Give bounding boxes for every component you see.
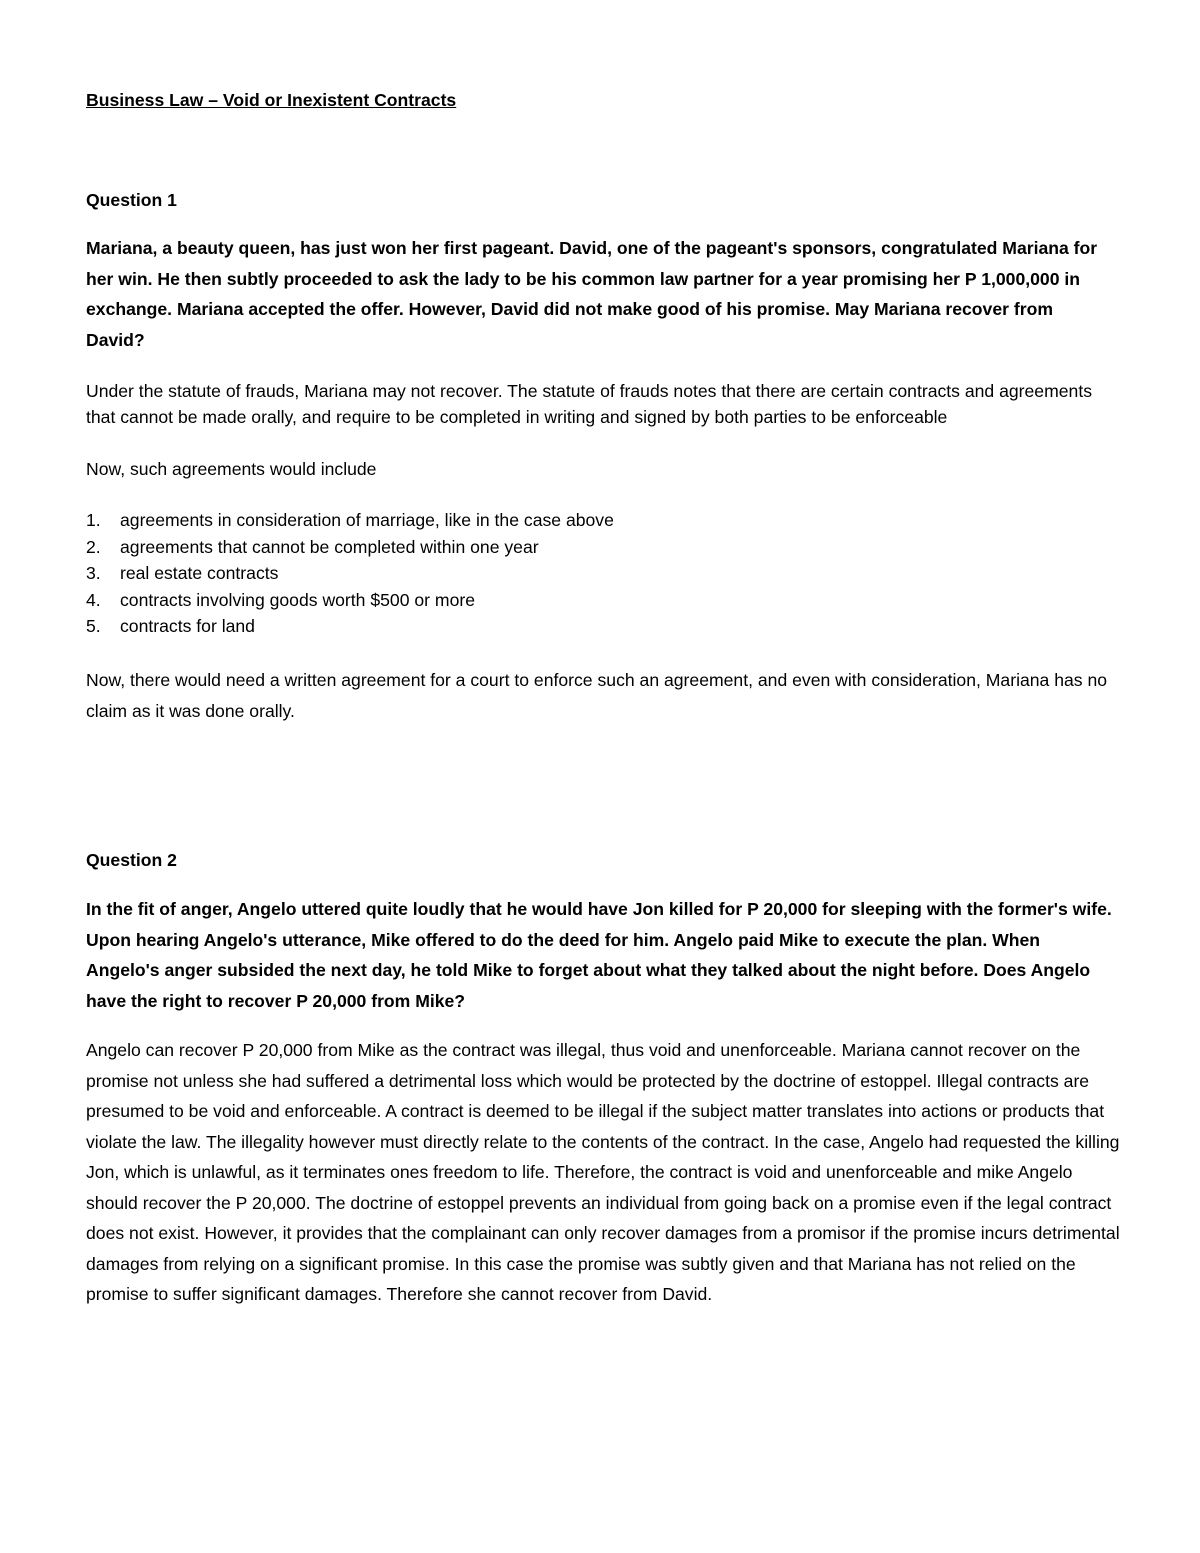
list-item-text: agreements that cannot be completed within one year — [120, 536, 539, 557]
list-item — [86, 560, 614, 587]
question-1-answer-lead: Now, such agreements would include — [86, 459, 377, 479]
question-1-text: Mariana, a beauty queen, has just won her first pageant. David, one of the pageant's sponsors, congratulated Mariana for her win. He then subtly proceeded to ask the lady to be his common law partner for a year promising her P 1,000,000 in exchange. Mariana accepted the offer. However, David did not make good of his promise. May Mariana recover from David? — [86, 238, 1098, 350]
question-2-heading: Question 2 — [86, 850, 177, 870]
question-1-conclusion: Now, there would need a written agreement for a court to enforce such an agreement, and even with consideration, Mariana has no claim as it was done orally. — [86, 670, 1108, 721]
list-item-number: 2. — [86, 536, 101, 557]
list-item-text: contracts involving goods worth $500 or more — [120, 589, 475, 610]
question-2-answer: Angelo can recover P 20,000 from Mike as the contract was illegal, thus void and unenforceable. Mariana cannot recover on the promise not unless she had suffered a detrimental loss which would be protected by the doctrine of estoppel. Illegal contracts are presumed to be void and enforceable. A contract is deemed to be illegal if the subject matter translates into actions or products that violate the law. The illegality however must directly relate to the contents of the contract. In the case, Angelo had requested the killing Jon, which is unlawful, as it terminates ones freedom to life. Therefore, the contract is void and unenforceable and mike Angelo should recover the P 20,000. The doctrine of estoppel prevents an individual from going back on a promise even if the legal contract does not exist. However, it provides that the complainant can only recover damages from a promisor if the promise incurs detrimental damages from relying on a significant promise. In this case the promise was subtly given and that Mariana has not relied on the promise to suffer significant damages. Therefore she cannot recover from David. — [86, 1040, 1120, 1304]
list-item — [86, 507, 614, 534]
question-2-text: In the fit of anger, Angelo uttered quite loudly that he would have Jon killed for P 20,000 for sleeping with the former's wife. Upon hearing Angelo's utterance, Mike offered to do the deed for him. Angelo paid Mike to execute the plan. When Angelo's anger subsided the next day, he told Mike to forget about what they talked about the night before. Does Angelo have the right to recover P 20,000 from Mike? — [86, 899, 1112, 1011]
list-item — [86, 534, 614, 561]
list-item-number: 4. — [86, 589, 101, 610]
list-item-number: 1. — [86, 510, 101, 530]
question-1-answer-intro: Under the statute of frauds, Mariana may not recover. The statute of frauds notes that there are certain contracts and agreements that cannot be made orally, and require to be completed in writing and signed by both parties to be enforceable — [86, 381, 1093, 428]
question-1-heading: Question 1 — [86, 190, 177, 210]
list-item — [86, 613, 614, 640]
list-item-number: 3. — [86, 563, 101, 584]
list-item-text: agreements in consideration of marriage, like in the case above — [120, 510, 614, 530]
agreements-list — [86, 507, 614, 640]
list-item — [86, 587, 614, 614]
list-item-number: 5. — [86, 616, 101, 637]
list-item-text: real estate contracts — [120, 563, 279, 584]
document-title: Business Law – Void or Inexistent Contracts — [86, 90, 457, 110]
list-item-text: contracts for land — [120, 616, 255, 637]
